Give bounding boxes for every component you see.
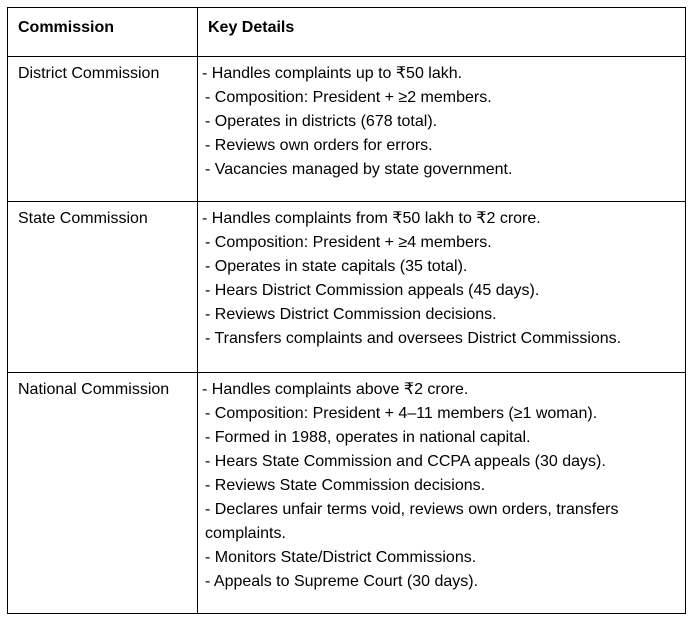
detail-line: - Appeals to Supreme Court (30 days).: [205, 573, 479, 590]
commission-table: [7, 7, 686, 614]
details-cell: [198, 57, 686, 202]
details-list: [198, 57, 685, 182]
table-row-district: [8, 57, 686, 202]
detail-line: - Reviews own orders for errors.: [205, 137, 433, 154]
header-commission-label: Commission: [18, 19, 115, 36]
commission-name: State Commission: [18, 210, 148, 227]
header-details: [198, 8, 686, 57]
detail-line: - Formed in 1988, operates in national capital.: [205, 429, 531, 446]
detail-line: - Transfers complaints and oversees District Commissions.: [205, 330, 622, 347]
detail-line: - Operates in districts (678 total).: [205, 113, 438, 130]
commission-name: District Commission: [18, 65, 160, 82]
detail-line: - Composition: President + ≥4 members.: [205, 234, 492, 251]
commission-name-cell: [8, 202, 198, 373]
detail-line: - Reviews District Commission decisions.: [205, 306, 497, 323]
detail-line: - Operates in state capitals (35 total).: [205, 258, 468, 275]
detail-line: - Composition: President + 4–11 members (≥1 woman).: [205, 405, 598, 422]
detail-line: - Declares unfair terms void, reviews own orders, transfers complaints.: [205, 501, 619, 542]
detail-line: - Composition: President + ≥2 members.: [205, 89, 492, 106]
commission-name-cell: [8, 57, 198, 202]
detail-line: - Handles complaints up to ₹50 lakh.: [202, 65, 463, 82]
commission-name: National Commission: [18, 381, 170, 398]
detail-line: - Vacancies managed by state government.: [205, 161, 513, 178]
commission-name-cell: [8, 373, 198, 614]
details-list: [198, 373, 685, 594]
details-cell: [198, 373, 686, 614]
detail-line: - Handles complaints from ₹50 lakh to ₹2 crore.: [202, 210, 541, 227]
header-details-label: Key Details: [208, 19, 295, 36]
detail-line: - Handles complaints above ₹2 crore.: [202, 381, 469, 398]
details-cell: [198, 202, 686, 373]
detail-line: - Hears State Commission and CCPA appeals (30 days).: [205, 453, 606, 470]
detail-line: - Reviews State Commission decisions.: [205, 477, 486, 494]
header-row: [8, 8, 686, 57]
table-row-state: [8, 202, 686, 373]
detail-line: - Hears District Commission appeals (45 days).: [205, 282, 540, 299]
header-commission: [8, 8, 198, 57]
details-list: [198, 202, 685, 351]
table-row-national: [8, 373, 686, 614]
detail-line: - Monitors State/District Commissions.: [205, 549, 477, 566]
